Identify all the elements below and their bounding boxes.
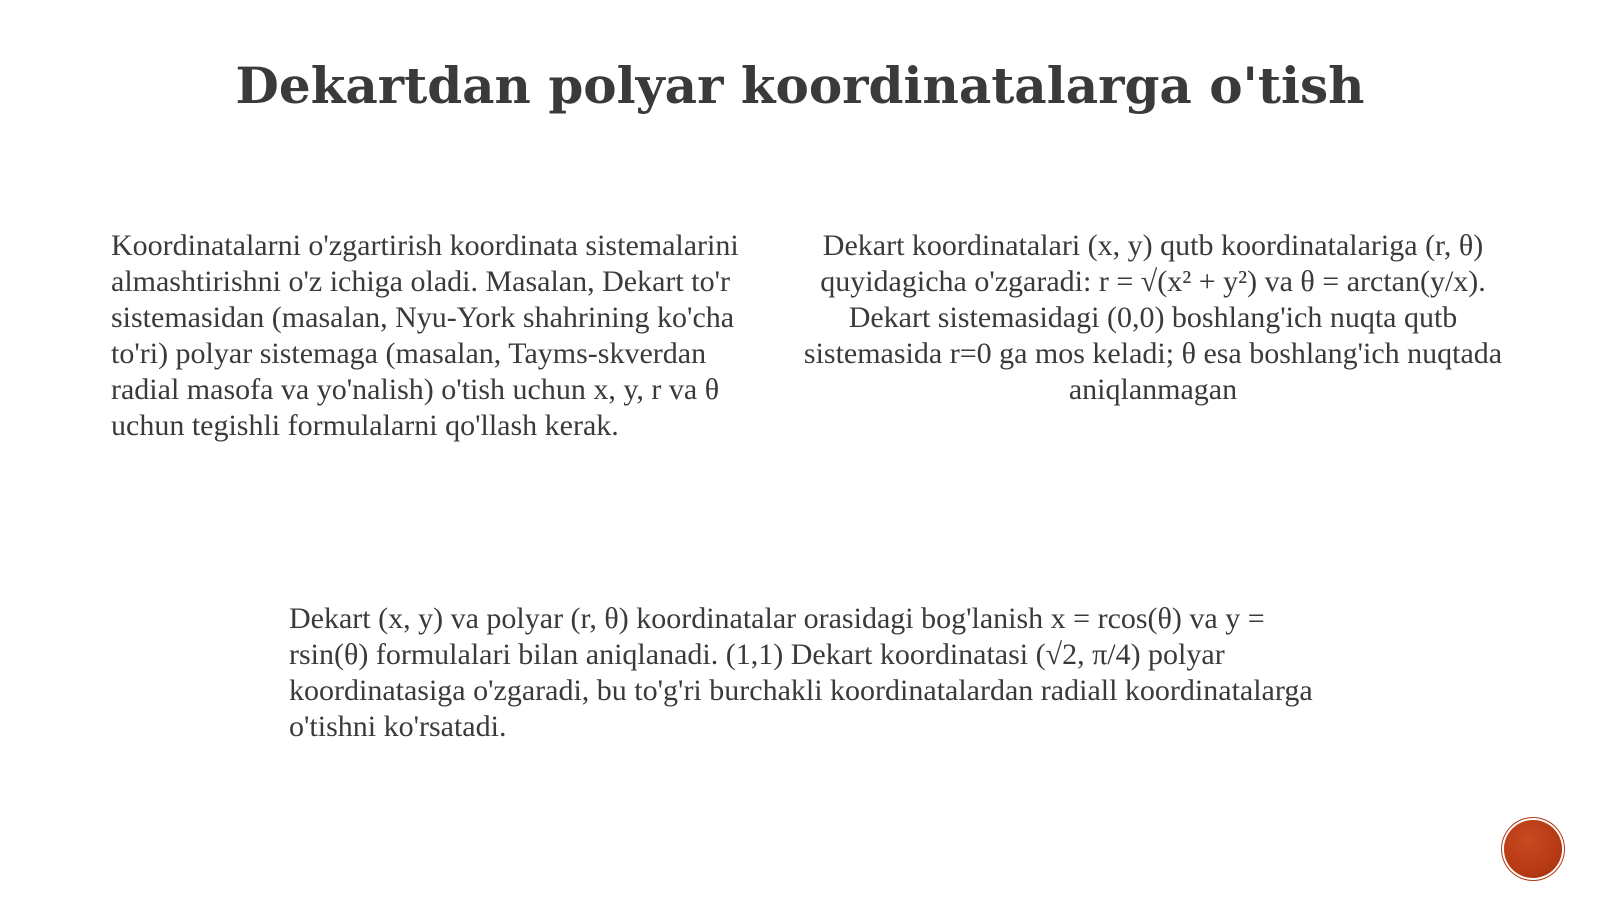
right-paragraph: Dekart koordinatalari (x, y) qutb koordinatalariga (r, θ) quyidagicha o'zgaradi: r = √(x² + y²) va θ = arctan(y/x). Dekart sistemasidagi (0,0) boshlang'ich nuqta qutb sistemasida r=0 ga mos keladi; θ esa boshlang'ich nuqtada aniqlanmagan bbox=[803, 229, 1503, 406]
left-paragraph: Koordinatalarni o'zgartirish koordinata sistemalarini almashtirishni o'z ichiga oladi. Masalan, Dekart to'r sistemasidan (masalan, Nyu-York shahrining ko'cha to'ri) polyar sistemaga (masalan, Tayms-skverdan radial masofa va yo'nalish) o'tish uchun x, y, r va θ uchun tegishli formulalarni qo'llash kerak. bbox=[111, 229, 739, 442]
bottom-paragraph: Dekart (x, y) va polyar (r, θ) koordinatalar orasidagi bog'lanish x = rcos(θ) va y = rsin(θ) formulalari bilan aniqlanadi. (1,1) Dekart koordinatasi (√2, π/4) polyar koordinatasiga o'zgaradi, bu to'g'ri burchakli koordinatalardan radiall koordinatalarga o'tishni ko'rsatadi. bbox=[289, 602, 1313, 743]
next-slide-button[interactable] bbox=[1504, 820, 1562, 878]
slide-title: Dekartdan polyar koordinatalarga o'tish bbox=[235, 56, 1365, 115]
